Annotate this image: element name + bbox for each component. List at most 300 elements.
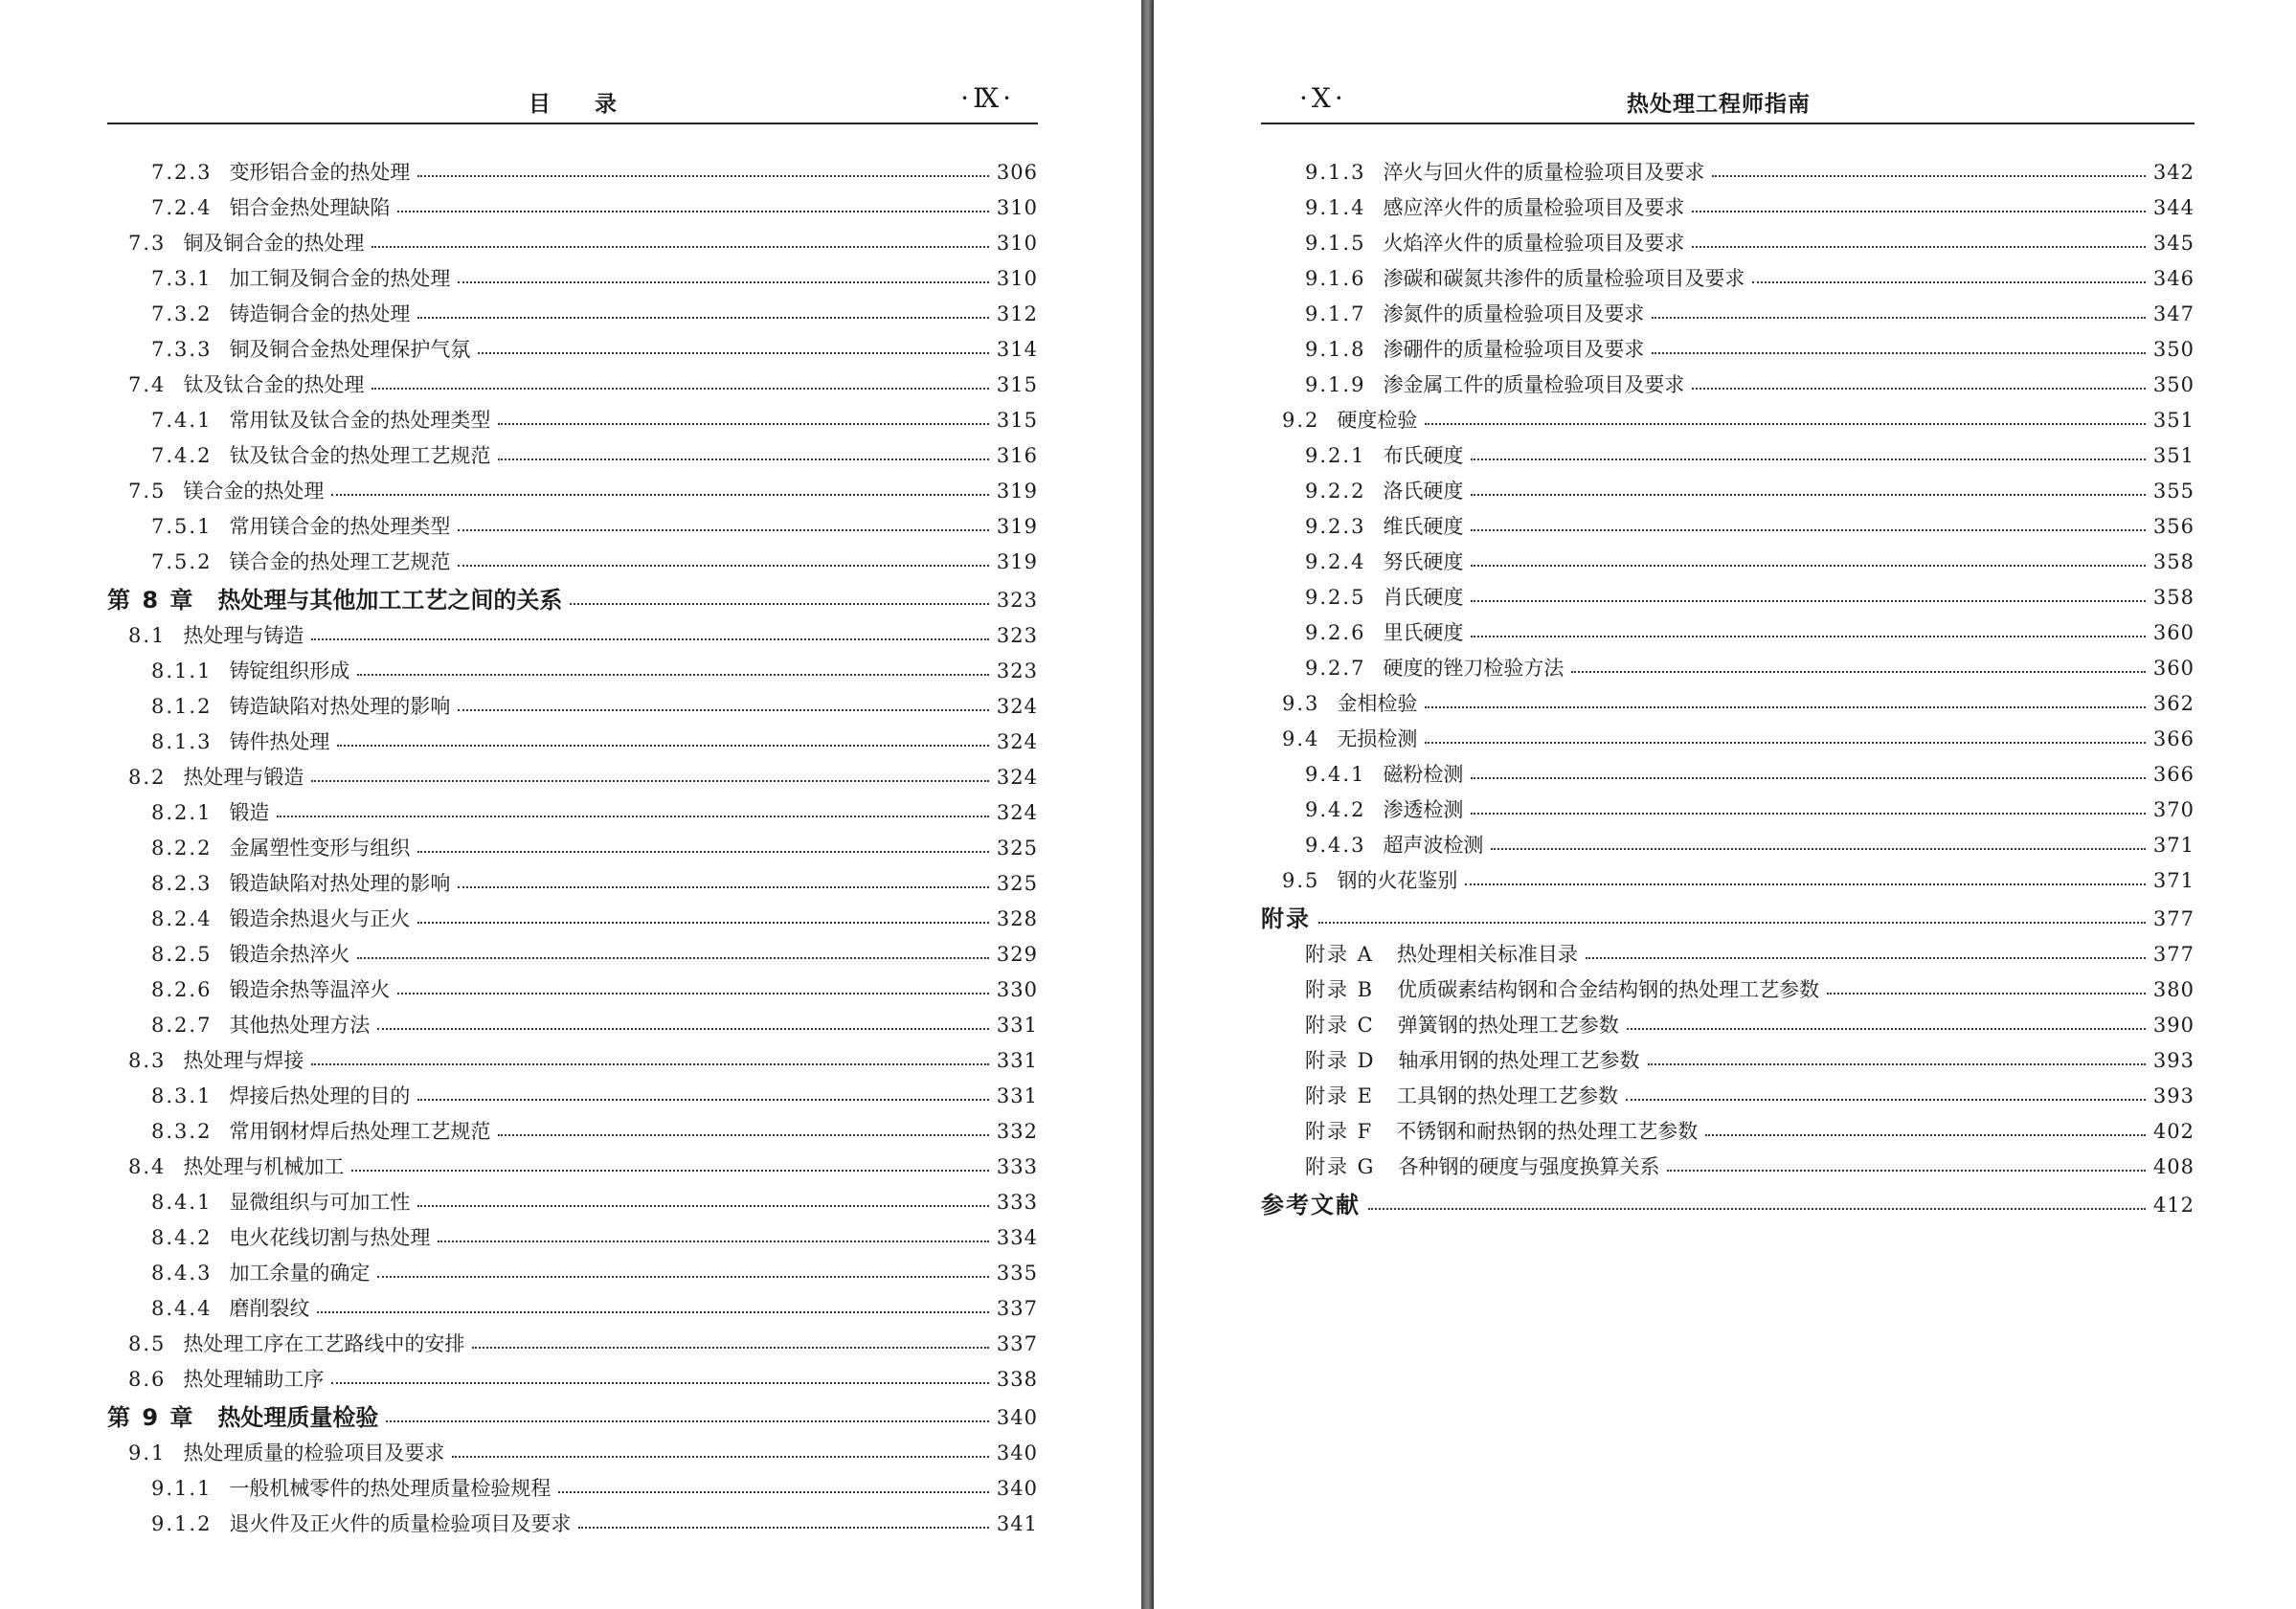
toc-entry-title: 钛及钛合金的热处理 [183, 373, 365, 396]
dot-leader [1425, 741, 2146, 744]
toc-entry-number: 8.2.4 [151, 907, 213, 930]
toc-entry [1261, 751, 2195, 787]
toc-entry-number: 9.4.3 [1305, 834, 1366, 857]
toc-entry-page-number: 310 [996, 232, 1038, 255]
toc-entry-number: 7.5 [128, 480, 167, 503]
toc-entry [1261, 681, 2195, 716]
toc-entry [1261, 220, 2195, 256]
toc-entry-page-number: 338 [996, 1368, 1038, 1391]
toc-entry [1261, 858, 2195, 893]
toc-chapter-entry [1261, 1179, 2195, 1218]
toc-entry-number: 附录 E [1305, 1084, 1375, 1107]
toc-entry-title: 热处理质量检验 [217, 1404, 379, 1431]
toc-entry-title: 常用钢材焊后热处理工艺规范 [229, 1120, 491, 1143]
toc-entry [107, 1430, 1038, 1465]
toc-entry-title: 锻造 [229, 801, 270, 824]
toc-entry-number: 8.1.1 [151, 659, 213, 682]
toc-entry-title: 淬火与回火件的质量检验项目及要求 [1383, 161, 1705, 184]
toc-entry-page-number: 328 [996, 907, 1038, 930]
toc-entry-title: 铸锭组织形成 [229, 659, 350, 682]
toc-entry-page-number: 310 [996, 267, 1038, 290]
toc-entry [107, 1465, 1038, 1501]
toc-entry-page-number: 312 [996, 302, 1038, 325]
running-head-title: 热处理工程师指南 [1627, 91, 1811, 117]
dot-leader [558, 1490, 988, 1493]
toc-entry [1261, 716, 2195, 751]
toc-entry [107, 1002, 1038, 1038]
toc-entry [1261, 1108, 2195, 1144]
toc-entry-page-number: 412 [2152, 1194, 2195, 1217]
dot-leader [458, 528, 988, 531]
toc-entry-number: 8.1.3 [151, 730, 213, 753]
toc-entry-page-number: 393 [2152, 1049, 2195, 1072]
dot-leader [438, 1240, 988, 1242]
dot-leader [311, 637, 989, 640]
dot-leader [1318, 921, 2146, 924]
toc-entry-number: 7.2.3 [151, 161, 213, 184]
toc-entry-page-number: 371 [2152, 834, 2195, 857]
toc-entry-title: 洛氏硬度 [1383, 480, 1464, 503]
toc-entry-number: 8.2.1 [151, 801, 213, 824]
toc-entry-page-number: 337 [996, 1297, 1038, 1320]
toc-entry [107, 896, 1038, 931]
toc-entry-page-number: 314 [996, 338, 1038, 361]
dot-leader [498, 1133, 988, 1136]
toc-entry-title: 退火件及正火件的质量检验项目及要求 [229, 1512, 572, 1535]
dot-leader [1425, 705, 2146, 708]
toc-entry-page-number: 355 [2152, 480, 2195, 503]
dot-leader [397, 992, 988, 994]
dot-leader [1471, 458, 2145, 460]
toc-entry-title: 磨削裂纹 [229, 1297, 310, 1320]
toc-chapter-entry [1261, 893, 2195, 931]
toc-entry-page-number: 330 [996, 978, 1038, 1001]
dot-leader [331, 493, 989, 496]
dot-leader [397, 210, 988, 212]
toc-entry [107, 1108, 1038, 1144]
left-page [0, 0, 1141, 1609]
toc-entry-number: 8.3.1 [151, 1084, 213, 1107]
toc-entry [107, 754, 1038, 790]
toc-entry [107, 185, 1038, 220]
toc-entry [1261, 503, 2195, 539]
toc-entry-page-number: 324 [996, 801, 1038, 824]
toc-entry-title: 锻造余热等温淬火 [229, 978, 391, 1001]
toc-entry-title: 热处理辅助工序 [183, 1368, 325, 1391]
toc-entry-title: 常用镁合金的热处理类型 [229, 515, 451, 538]
dot-leader [1652, 316, 2145, 319]
toc-entry-title: 热处理与机械加工 [183, 1155, 345, 1178]
dot-leader [311, 1062, 989, 1065]
toc-entry [107, 503, 1038, 539]
toc-entry-title: 铜及铜合金的热处理 [183, 232, 365, 255]
toc-entry-title: 感应淬火件的质量检验项目及要求 [1383, 196, 1685, 219]
toc-entry [107, 648, 1038, 683]
toc-entry-title: 常用钛及钛合金的热处理类型 [229, 409, 491, 432]
toc-entry-page-number: 323 [996, 659, 1038, 682]
toc-entry-number: 8.5 [128, 1332, 167, 1355]
toc-entry-page-number: 408 [2152, 1155, 2195, 1178]
toc-entry-number: 8.2.7 [151, 1014, 213, 1037]
toc-entry-number: 8.1 [128, 624, 167, 647]
toc-entry-number: 9.1.6 [1305, 267, 1366, 290]
toc-entry-number: 附录 G [1305, 1155, 1376, 1178]
dot-leader [1692, 245, 2145, 248]
toc-entry-page-number: 319 [996, 480, 1038, 503]
toc-entry-number: 第 9 章 [107, 1404, 195, 1431]
toc-entry-title: 肖氏硬度 [1383, 586, 1464, 609]
table-of-contents [107, 149, 1038, 1536]
toc-entry-page-number: 340 [996, 1406, 1038, 1429]
toc-entry-page-number: 341 [996, 1512, 1038, 1535]
toc-entry-title: 加工铜及铜合金的热处理 [229, 267, 451, 290]
toc-entry-page-number: 346 [2152, 267, 2195, 290]
toc-entry-page-number: 333 [996, 1155, 1038, 1178]
toc-entry-page-number: 340 [996, 1441, 1038, 1464]
toc-entry-number: 9.2.7 [1305, 657, 1366, 680]
dot-leader [1471, 599, 2145, 602]
toc-entry [1261, 967, 2195, 1002]
toc-entry-number: 附录 F [1305, 1120, 1374, 1143]
dot-leader [1471, 564, 2145, 567]
toc-entry-title: 钢的火花鉴别 [1337, 869, 1458, 892]
toc-entry-number: 9.2.3 [1305, 515, 1366, 538]
toc-entry [1261, 931, 2195, 967]
dot-leader [1471, 493, 2145, 496]
toc-entry-title: 渗金属工件的质量检验项目及要求 [1383, 373, 1685, 396]
toc-entry-page-number: 316 [996, 444, 1038, 467]
toc-entry-page-number: 342 [2152, 161, 2195, 184]
running-head [107, 80, 1038, 124]
toc-entry-page-number: 345 [2152, 232, 2195, 255]
toc-entry-number: 9.2.2 [1305, 480, 1366, 503]
toc-entry-title: 锻造缺陷对热处理的影响 [229, 872, 451, 895]
toc-entry-number: 9.1.7 [1305, 302, 1366, 325]
toc-entry [1261, 1144, 2195, 1179]
toc-entry-page-number: 371 [2152, 869, 2195, 892]
toc-entry-title: 渗氮件的质量检验项目及要求 [1383, 302, 1645, 325]
dot-leader [1471, 635, 2145, 637]
dot-leader [1648, 1062, 2146, 1065]
toc-entry-title: 其他热处理方法 [229, 1014, 371, 1037]
toc-entry-number: 9.1.5 [1305, 232, 1366, 255]
toc-entry [107, 967, 1038, 1002]
toc-entry-page-number: 358 [2152, 550, 2195, 573]
dot-leader [458, 708, 988, 711]
toc-entry [1261, 185, 2195, 220]
book-spine [1141, 0, 1154, 1609]
toc-entry-title: 变形铝合金的热处理 [229, 161, 411, 184]
toc-entry-title: 硬度的锉刀检验方法 [1383, 657, 1564, 680]
toc-entry-page-number: 402 [2152, 1120, 2195, 1143]
dot-leader [1705, 1133, 2146, 1136]
toc-entry-number: 9.4 [1282, 727, 1320, 750]
toc-entry [107, 1250, 1038, 1285]
toc-entry-number: 附录 C [1305, 1014, 1375, 1037]
toc-entry-title: 不锈钢和耐热钢的热处理工艺参数 [1396, 1120, 1699, 1143]
dot-leader [337, 744, 988, 747]
toc-entry [107, 790, 1038, 825]
toc-entry-number: 9.1.9 [1305, 373, 1366, 396]
toc-entry-page-number: 324 [996, 766, 1038, 789]
toc-entry-title: 渗硼件的质量检验项目及要求 [1383, 338, 1645, 361]
toc-entry-title: 工具钢的热处理工艺参数 [1397, 1084, 1619, 1107]
toc-entry-page-number: 356 [2152, 515, 2195, 538]
toc-entry [1261, 256, 2195, 291]
toc-entry-number: 8.4.3 [151, 1262, 213, 1285]
toc-entry-title: 热处理与铸造 [183, 624, 304, 647]
toc-entry-page-number: 315 [996, 409, 1038, 432]
dot-leader [458, 280, 988, 283]
dot-leader [277, 815, 988, 817]
toc-entry-title: 铜及铜合金热处理保护气氛 [229, 338, 471, 361]
toc-entry-title: 铸造铜合金的热处理 [229, 302, 411, 325]
toc-entry-title: 磁粉检测 [1383, 763, 1464, 786]
toc-entry-number: 9.1.4 [1305, 196, 1366, 219]
toc-entry-title: 锻造余热退火与正火 [229, 907, 411, 930]
toc-entry [107, 1321, 1038, 1356]
dot-leader [1368, 1207, 2146, 1210]
toc-entry-number: 8.2.5 [151, 943, 213, 966]
toc-entry-page-number: 377 [2152, 907, 2195, 930]
dot-leader [1752, 280, 2145, 283]
toc-entry-title: 铸造缺陷对热处理的影响 [229, 695, 451, 718]
dot-leader [377, 1027, 988, 1030]
toc-entry-number: 8.4.2 [151, 1226, 213, 1249]
toc-entry [1261, 326, 2195, 362]
toc-entry [1261, 1073, 2195, 1108]
toc-entry-title: 超声波检测 [1383, 834, 1484, 857]
running-head-title: 目 录 [529, 91, 619, 117]
toc-entry [1261, 1038, 2195, 1073]
page-folio: ·X· [1299, 82, 1347, 114]
dot-leader [478, 351, 988, 354]
toc-entry-number: 8.3 [128, 1049, 167, 1072]
toc-entry-title: 各种钢的硬度与强度换算关系 [1398, 1155, 1660, 1178]
toc-entry-page-number: 331 [996, 1049, 1038, 1072]
toc-entry-number: 附录 A [1305, 943, 1374, 966]
toc-entry [1261, 362, 2195, 397]
dot-leader [1471, 812, 2145, 815]
toc-entry-title: 一般机械零件的热处理质量检验规程 [229, 1477, 551, 1500]
toc-entry-page-number: 335 [996, 1262, 1038, 1285]
toc-entry-page-number: 360 [2152, 657, 2195, 680]
toc-entry-page-number: 380 [2152, 978, 2195, 1001]
toc-entry-page-number: 334 [996, 1226, 1038, 1249]
toc-entry-page-number: 344 [2152, 196, 2195, 219]
toc-entry-number: 7.5.2 [151, 550, 213, 573]
dot-leader [357, 673, 988, 676]
toc-entry [107, 433, 1038, 468]
toc-entry [1261, 539, 2195, 574]
dot-leader [351, 1169, 989, 1172]
dot-leader [377, 1275, 988, 1278]
running-head [1261, 80, 2195, 124]
toc-entry-page-number: 319 [996, 550, 1038, 573]
toc-entry-number: 8.2.2 [151, 837, 213, 860]
toc-entry-page-number: 325 [996, 837, 1038, 860]
toc-entry [107, 1285, 1038, 1321]
table-of-contents [1261, 149, 2195, 1218]
toc-entry-page-number: 324 [996, 695, 1038, 718]
toc-entry [107, 1215, 1038, 1250]
toc-entry-title: 电火花线切割与热处理 [229, 1226, 431, 1249]
toc-entry-title: 镁合金的热处理 [183, 480, 325, 503]
toc-entry-number: 7.4 [128, 373, 167, 396]
toc-entry-page-number: 358 [2152, 586, 2195, 609]
toc-entry-page-number: 390 [2152, 1014, 2195, 1037]
toc-entry-number: 第 8 章 [107, 587, 195, 614]
toc-entry [1261, 645, 2195, 681]
toc-entry-number: 8.3.2 [151, 1120, 213, 1143]
toc-entry-number: 8.4 [128, 1155, 167, 1178]
toc-entry [107, 1144, 1038, 1179]
toc-entry-number: 9.1.3 [1305, 161, 1366, 184]
toc-entry-number: 7.4.2 [151, 444, 213, 467]
toc-entry-page-number: 333 [996, 1191, 1038, 1214]
dot-leader [417, 1204, 988, 1207]
toc-entry-number: 附录 [1261, 905, 1311, 932]
dot-leader [498, 458, 988, 460]
toc-entry-title: 无损检测 [1337, 727, 1418, 750]
toc-chapter-entry [107, 574, 1038, 613]
dot-leader [331, 1381, 989, 1384]
toc-entry-number: 7.5.1 [151, 515, 213, 538]
dot-leader [1471, 776, 2145, 779]
toc-entry-number: 7.3.2 [151, 302, 213, 325]
toc-entry-title: 钛及钛合金的热处理工艺规范 [229, 444, 491, 467]
toc-entry-number: 9.1.1 [151, 1477, 213, 1500]
dot-leader [1667, 1169, 2145, 1172]
toc-entry [107, 1356, 1038, 1392]
toc-entry [107, 291, 1038, 326]
toc-entry-title: 渗透检测 [1383, 798, 1464, 821]
toc-entry [107, 326, 1038, 362]
toc-entry-number: 9.2 [1282, 409, 1320, 432]
dot-leader [458, 564, 988, 567]
toc-entry [107, 362, 1038, 397]
toc-entry-page-number: 362 [2152, 692, 2195, 715]
toc-entry-page-number: 351 [2152, 409, 2195, 432]
dot-leader [1712, 174, 2145, 177]
dot-leader [371, 387, 989, 390]
toc-entry-page-number: 350 [2152, 338, 2195, 361]
dot-leader [1627, 1027, 2146, 1030]
dot-leader [1626, 1098, 2146, 1101]
dot-leader [417, 850, 988, 853]
toc-entry [107, 683, 1038, 719]
dot-leader [458, 885, 988, 888]
toc-entry-page-number: 340 [996, 1477, 1038, 1500]
dot-leader [417, 1098, 988, 1101]
toc-entry [1261, 149, 2195, 185]
dot-leader [357, 956, 988, 959]
toc-entry [1261, 787, 2195, 822]
dot-leader [452, 1455, 989, 1458]
toc-entry-page-number: 360 [2152, 621, 2195, 644]
toc-entry-page-number: 337 [996, 1332, 1038, 1355]
toc-entry-title: 渗碳和碳氮共渗件的质量检验项目及要求 [1383, 267, 1745, 290]
toc-entry-page-number: 332 [996, 1120, 1038, 1143]
toc-entry [107, 1073, 1038, 1108]
toc-entry-title: 里氏硬度 [1383, 621, 1464, 644]
toc-entry-number: 7.3 [128, 232, 167, 255]
toc-entry-number: 7.2.4 [151, 196, 213, 219]
right-page [1154, 0, 2296, 1609]
toc-entry-title: 热处理相关标准目录 [1396, 943, 1578, 966]
dot-leader [1425, 422, 2146, 425]
dot-leader [1571, 670, 2145, 673]
dot-leader [498, 422, 988, 425]
toc-entry-number: 9.3 [1282, 692, 1320, 715]
toc-entry [107, 256, 1038, 291]
toc-entry-page-number: 315 [996, 373, 1038, 396]
toc-entry-number: 8.2 [128, 766, 167, 789]
toc-entry-title: 热处理工序在工艺路线中的安排 [183, 1332, 465, 1355]
toc-entry-number: 9.2.6 [1305, 621, 1366, 644]
toc-entry-page-number: 351 [2152, 444, 2195, 467]
toc-entry-title: 热处理质量的检验项目及要求 [183, 1441, 445, 1464]
toc-entry-title: 镁合金的热处理工艺规范 [229, 550, 451, 573]
dot-leader [1471, 528, 2145, 531]
toc-entry-page-number: 366 [2152, 727, 2195, 750]
toc-entry-title: 优质碳素结构钢和合金结构钢的热处理工艺参数 [1397, 978, 1820, 1001]
toc-entry-page-number: 324 [996, 730, 1038, 753]
toc-entry [107, 1038, 1038, 1073]
dot-leader [570, 602, 988, 605]
toc-entry-number: 7.4.1 [151, 409, 213, 432]
toc-entry-number: 9.5 [1282, 869, 1320, 892]
toc-entry [107, 220, 1038, 256]
toc-entry-title: 焊接后热处理的目的 [229, 1084, 411, 1107]
dot-leader [386, 1419, 988, 1422]
toc-entry [1261, 468, 2195, 503]
toc-entry-page-number: 377 [2152, 943, 2195, 966]
toc-entry [107, 613, 1038, 648]
dot-leader [472, 1346, 989, 1349]
toc-entry-page-number: 310 [996, 196, 1038, 219]
toc-entry [1261, 397, 2195, 433]
toc-entry-title: 金相检验 [1337, 692, 1418, 715]
toc-entry-page-number: 323 [996, 589, 1038, 612]
toc-entry-page-number: 329 [996, 943, 1038, 966]
toc-entry-number: 9.2.5 [1305, 586, 1366, 609]
toc-entry-number: 9.2.4 [1305, 550, 1366, 573]
dot-leader [1827, 992, 2146, 994]
toc-entry-title: 硬度检验 [1337, 409, 1418, 432]
dot-leader [317, 1310, 988, 1313]
toc-entry [107, 397, 1038, 433]
toc-entry-title: 显微组织与可加工性 [229, 1191, 411, 1214]
toc-entry-title: 热处理与其他加工工艺之间的关系 [217, 587, 563, 614]
toc-chapter-entry [107, 1392, 1038, 1430]
toc-entry-number: 8.4.4 [151, 1297, 213, 1320]
toc-entry [107, 149, 1038, 185]
toc-entry-number: 9.1 [128, 1441, 167, 1464]
toc-entry [1261, 433, 2195, 468]
toc-entry-title: 铝合金热处理缺陷 [229, 196, 391, 219]
toc-entry-page-number: 331 [996, 1014, 1038, 1037]
toc-entry-page-number: 370 [2152, 798, 2195, 821]
toc-entry-title: 维氏硬度 [1383, 515, 1464, 538]
toc-entry [107, 468, 1038, 503]
toc-entry-page-number: 393 [2152, 1084, 2195, 1107]
toc-entry-title: 布氏硬度 [1383, 444, 1464, 467]
toc-entry-title: 加工余量的确定 [229, 1262, 371, 1285]
toc-entry-page-number: 331 [996, 1084, 1038, 1107]
dot-leader [578, 1526, 988, 1529]
toc-entry [107, 931, 1038, 967]
